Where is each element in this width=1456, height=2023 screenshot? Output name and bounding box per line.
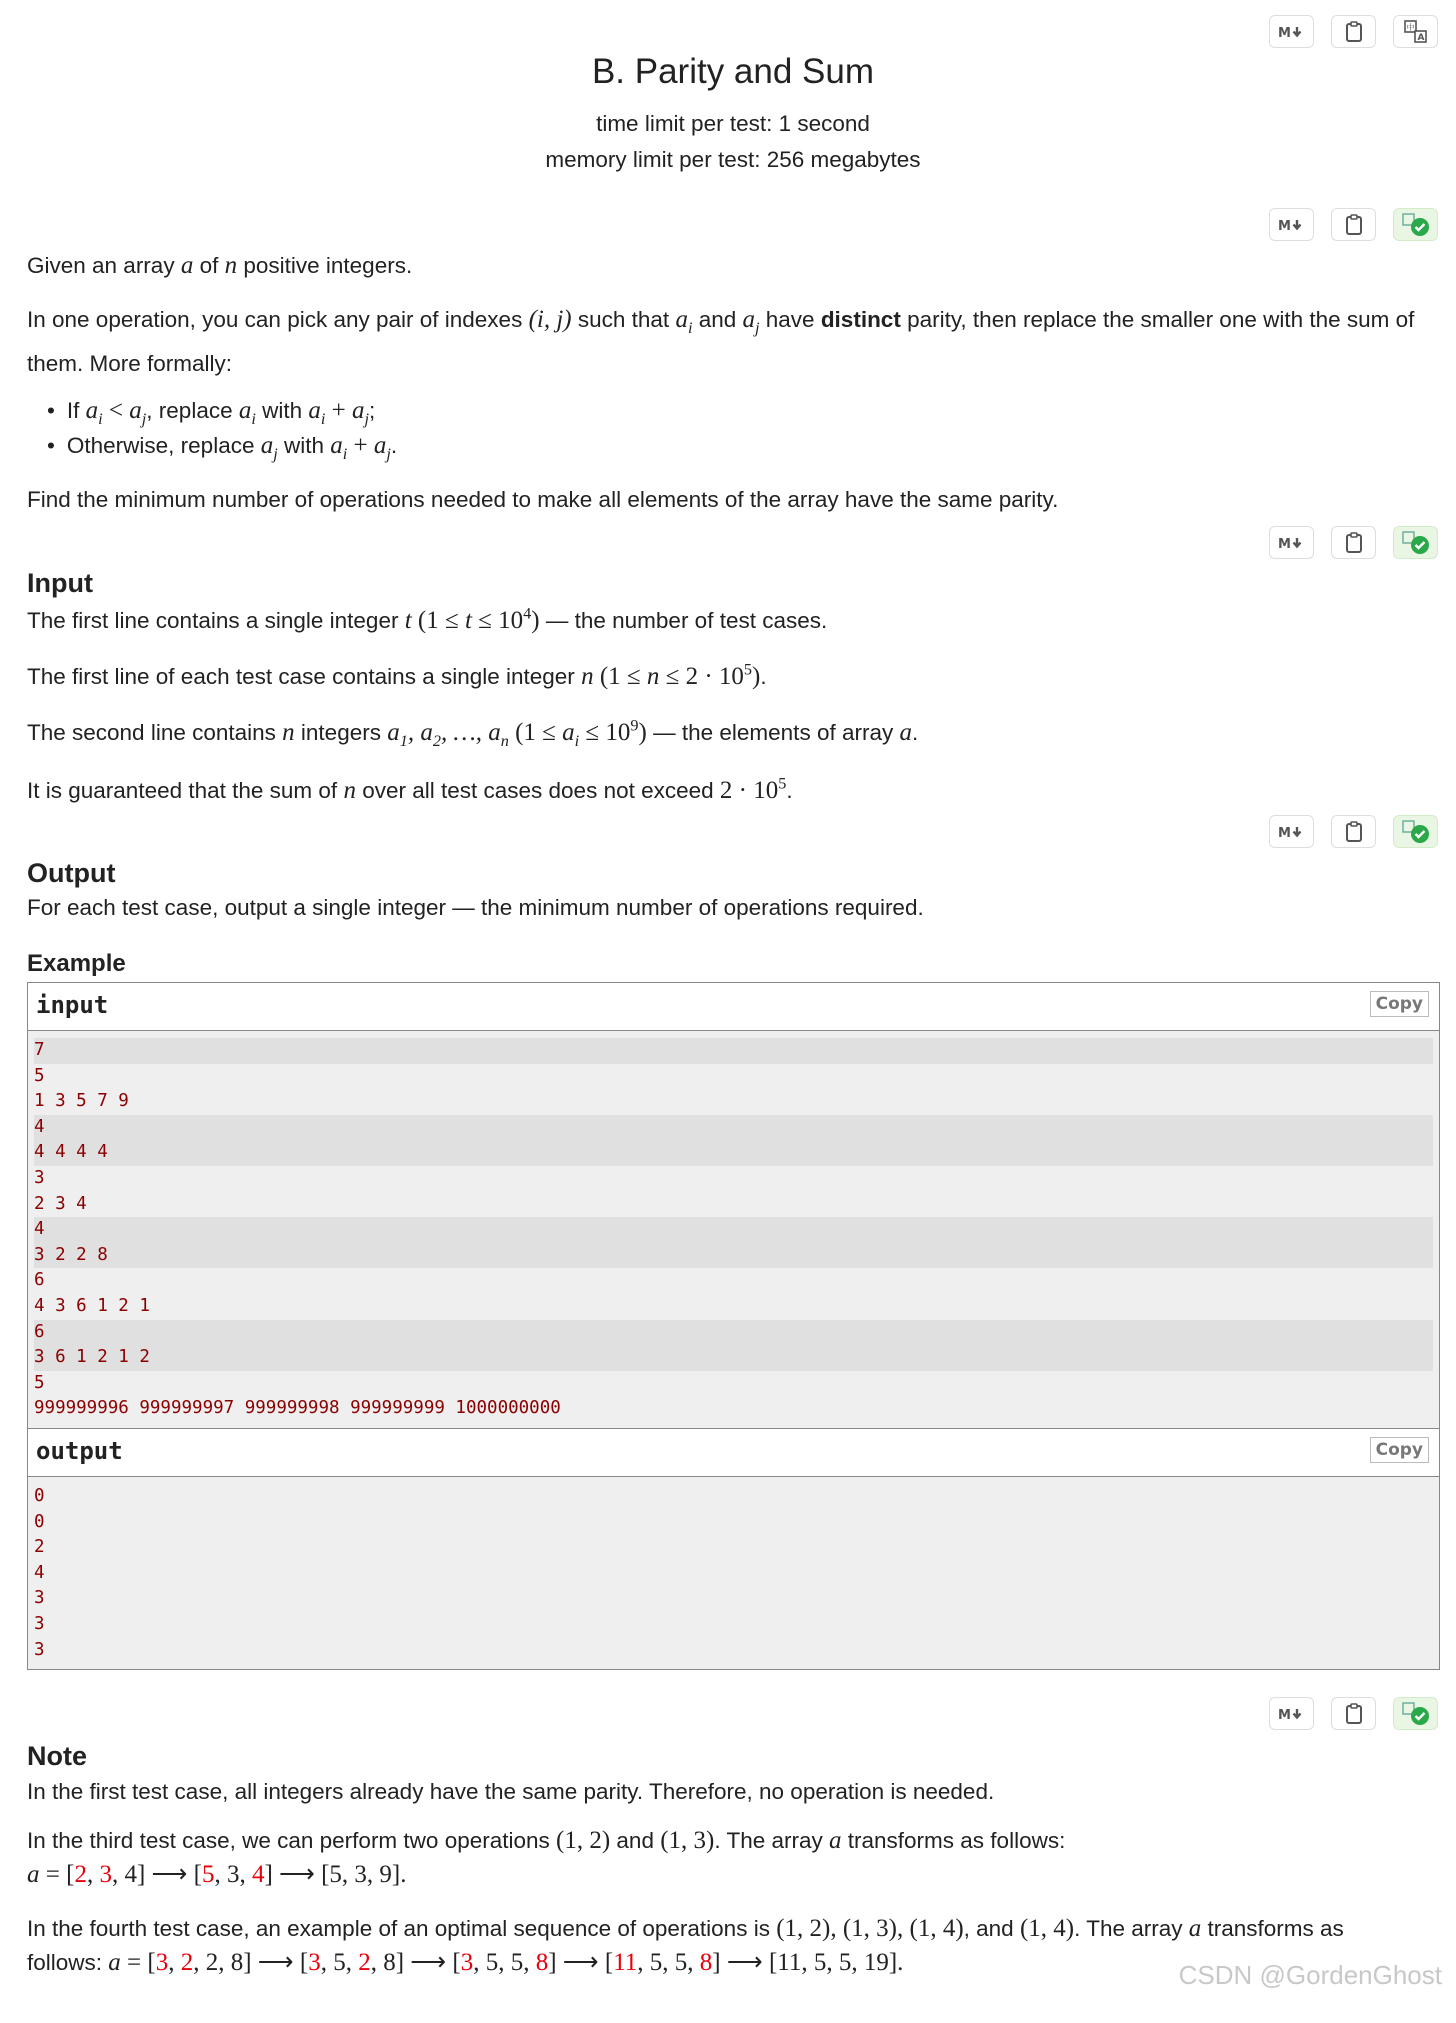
markdown-icon	[1278, 218, 1306, 232]
clipboard-icon	[1345, 532, 1363, 554]
statement-paragraph-3: Find the minimum number of operations needed to make all elements of the array have the same parity.	[27, 487, 1059, 512]
sample-input-line: 4 4 4 4	[34, 1140, 1433, 1166]
sample-output-line: 4	[34, 1562, 45, 1583]
copy-input-button[interactable]: Copy	[1370, 991, 1429, 1017]
sample-input-line: 999999996 999999997 999999998 999999999 1000000000	[34, 1398, 561, 1419]
sample-input-line: 3 2 2 8	[34, 1243, 1433, 1269]
translate-done-icon	[1401, 819, 1431, 845]
markdown-icon	[1278, 25, 1306, 39]
input-line-2: The first line of each test case contains a single integer n $(1 \le n \le 2 \cdot 10^5)$.	[27, 660, 767, 690]
output-section-title: Output	[27, 858, 116, 888]
note-paragraph-1: In the first test case, all integers already have the same parity. Therefore, no operation is needed.	[27, 1779, 995, 1804]
markdown-icon	[1278, 825, 1306, 839]
svg-text:M: M	[1277, 218, 1291, 232]
memory-limit: memory limit per test: 256 megabytes	[545, 147, 921, 172]
operation-rules-list	[47, 393, 397, 463]
sample-output-box	[27, 1428, 1440, 1670]
markdown-button[interactable]	[1269, 1697, 1314, 1730]
sample-input-line: 6	[34, 1320, 1433, 1346]
copy-input-button[interactable]	[1331, 526, 1376, 559]
markdown-icon	[1278, 1707, 1306, 1721]
sample-input-line: 2 3 4	[34, 1193, 87, 1214]
clipboard-icon	[1345, 21, 1363, 43]
sample-input-content[interactable]	[28, 1031, 1439, 1428]
rule-item: • If $a_i < a_j$, replace $a_i$ with $a_i + a_j$;	[47, 393, 397, 428]
copy-output-button[interactable]	[1331, 815, 1376, 848]
time-limit: time limit per test: 1 second	[596, 111, 870, 136]
svg-text:A: A	[1417, 32, 1424, 43]
sample-input-box	[27, 982, 1440, 1429]
markdown-button[interactable]	[1269, 15, 1314, 48]
sample-output-content[interactable]	[28, 1477, 1439, 1669]
svg-text:M: M	[1277, 825, 1291, 839]
statement-paragraph-2: In one operation, you can pick any pair of indexes (i, j) such that $a_i$ and $a_j$ have distinct parity, then replace the smaller one with the sum of them. More formally:	[27, 306, 1415, 376]
translated-button[interactable]	[1393, 815, 1438, 848]
copy-statement-button[interactable]	[1331, 15, 1376, 48]
clipboard-icon	[1345, 214, 1363, 236]
sample-input-header	[28, 983, 1439, 1031]
translate-done-icon	[1401, 212, 1431, 238]
copy-output-button[interactable]: Copy	[1370, 1437, 1429, 1463]
input-section-title: Input	[27, 568, 93, 598]
input-line-4: It is guaranteed that the sum of n over all test cases does not exceed $2 \cdot 10^5$.	[27, 774, 793, 804]
svg-text:M: M	[1277, 1707, 1291, 1721]
output-toolbar	[1269, 815, 1438, 848]
sample-input-line: 4	[34, 1217, 1433, 1243]
watermark: CSDN @GordenGhost	[1178, 1960, 1442, 1990]
translated-button[interactable]	[1393, 1697, 1438, 1730]
markdown-icon	[1278, 536, 1306, 550]
sample-input-line: 3 6 1 2 1 2	[34, 1345, 1433, 1371]
sample-output-label: output	[36, 1437, 123, 1465]
statement-paragraph-1: Given an array a of n positive integers.	[27, 252, 413, 279]
note-paragraph-3: In the fourth test case, an example of an optimal sequence of operations is (1, 2), (1, 3), (1, 4), and (1, 4). The array a transforms as follows: a = [3, 2, 2, 8] ⟶ [3, 5, 2, 8] ⟶ [3, 5, 5, 8] ⟶ [11, 5, 5, 8] ⟶ [11, 5, 5, 19].	[27, 1915, 1344, 1976]
rule-item: • Otherwise, replace $a_j$ with $a_i + a_j$.	[47, 428, 397, 463]
sample-input-line: 4 3 6 1 2 1	[34, 1295, 150, 1316]
sample-input-line: 1 3 5 7 9	[34, 1091, 129, 1112]
copy-note-button[interactable]	[1331, 1697, 1376, 1730]
translate-button[interactable]	[1393, 15, 1438, 48]
sample-output-line: 3	[34, 1588, 45, 1609]
sample-output-line: 2	[34, 1537, 45, 1558]
translated-button[interactable]	[1393, 526, 1438, 559]
sample-input-line: 7	[34, 1038, 1433, 1064]
statement-toolbar	[1269, 208, 1438, 241]
translated-button[interactable]	[1393, 208, 1438, 241]
sample-output-header	[28, 1429, 1439, 1477]
svg-text:M: M	[1277, 25, 1291, 39]
copy-statement-button[interactable]	[1331, 208, 1376, 241]
input-line-3: The second line contains n integers $a_1$, $a_2$, …, $a_n$ $(1 \le a_i \le 10^9)$ — the elements of array a.	[27, 716, 919, 750]
sample-input-line: 5	[34, 1065, 45, 1086]
markdown-button[interactable]	[1269, 208, 1314, 241]
clipboard-icon	[1345, 1703, 1363, 1725]
sample-input-line: 6	[34, 1270, 45, 1291]
svg-text:中: 中	[1406, 22, 1414, 32]
note-toolbar	[1269, 1697, 1438, 1730]
translate-done-icon	[1401, 530, 1431, 556]
markdown-button[interactable]	[1269, 526, 1314, 559]
sample-output-line: 3	[34, 1613, 45, 1634]
sample-output-line: 0	[34, 1511, 45, 1532]
title-toolbar	[1269, 15, 1438, 48]
sample-input-line: 3	[34, 1167, 45, 1188]
example-title: Example	[27, 950, 126, 977]
note-paragraph-2: In the third test case, we can perform two operations (1, 2) and (1, 3). The array a transforms as follows: a = [2, 3, 4] ⟶ [5, 3, 4] ⟶ [5, 3, 9].	[27, 1827, 1066, 1888]
sample-output-line: 0	[34, 1486, 45, 1506]
problem-title: B. Parity and Sum	[591, 52, 875, 91]
input-line-1: The first line contains a single integer t $(1 \le t \le 10^4)$ — the number of test cases.	[27, 604, 828, 634]
svg-text:M: M	[1277, 536, 1291, 550]
note-title: Note	[27, 1741, 87, 1771]
output-description: For each test case, output a single integer — the minimum number of operations required.	[27, 895, 924, 920]
markdown-button[interactable]	[1269, 815, 1314, 848]
sample-input-line: 5	[34, 1372, 45, 1393]
translate-done-icon	[1401, 1701, 1431, 1727]
sample-input-line: 4	[34, 1115, 1433, 1141]
clipboard-icon	[1345, 821, 1363, 843]
translate-icon	[1403, 19, 1429, 45]
sample-input-label: input	[36, 991, 109, 1019]
input-toolbar	[1269, 526, 1438, 559]
sample-output-line: 3	[34, 1639, 45, 1660]
